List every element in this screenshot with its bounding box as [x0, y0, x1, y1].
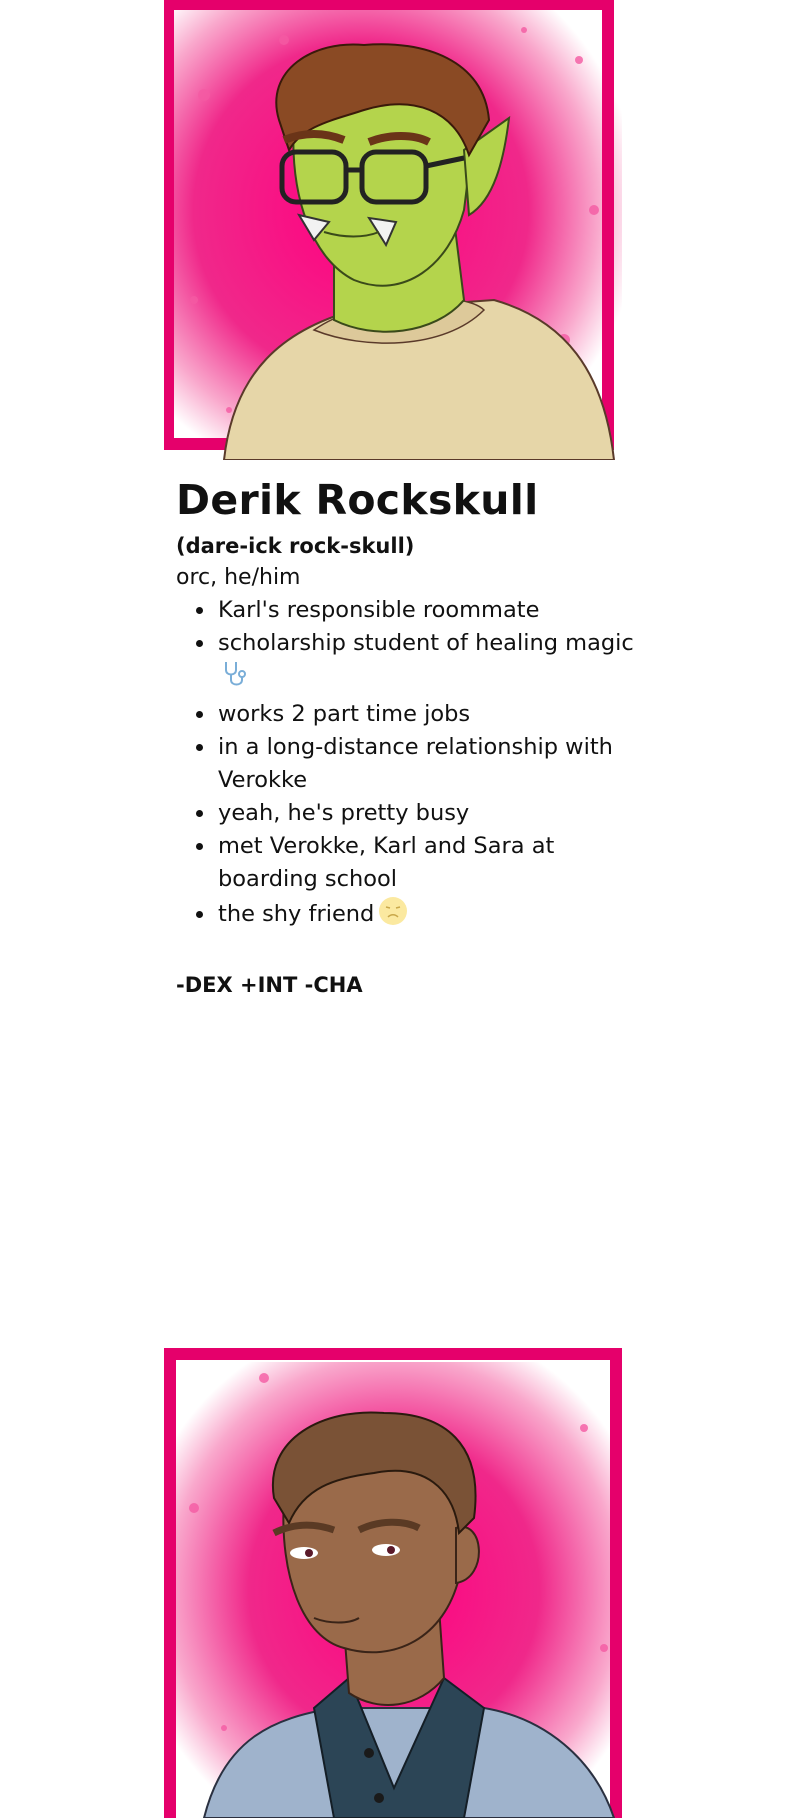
list-item: • Karl's responsible roommate	[216, 594, 636, 627]
list-item: • the shy friend	[216, 896, 636, 936]
second-portrait	[164, 1348, 624, 1818]
trait-list	[176, 594, 636, 936]
character-name: Derik Rockskull	[176, 476, 539, 524]
pronunciation: (dare-ick rock-skull)	[176, 534, 415, 558]
list-item: • met Verokke, Karl and Sara at boarding school	[216, 830, 636, 896]
worried-face-icon	[378, 896, 408, 936]
derik-portrait	[164, 0, 624, 460]
stat-modifiers: -DEX +INT -CHA	[176, 973, 363, 997]
list-item: • works 2 part time jobs	[216, 698, 636, 731]
derik-illustration	[164, 0, 624, 460]
second-character-illustration	[164, 1348, 624, 1818]
list-item: • scholarship student of healing magic	[216, 627, 636, 698]
stethoscope-icon	[222, 660, 246, 698]
character-card	[176, 472, 636, 1001]
species-pronouns: orc, he/him	[176, 565, 301, 590]
list-item: • yeah, he's pretty busy	[216, 797, 636, 830]
list-item: • in a long-distance relationship with Verokke	[216, 731, 636, 797]
